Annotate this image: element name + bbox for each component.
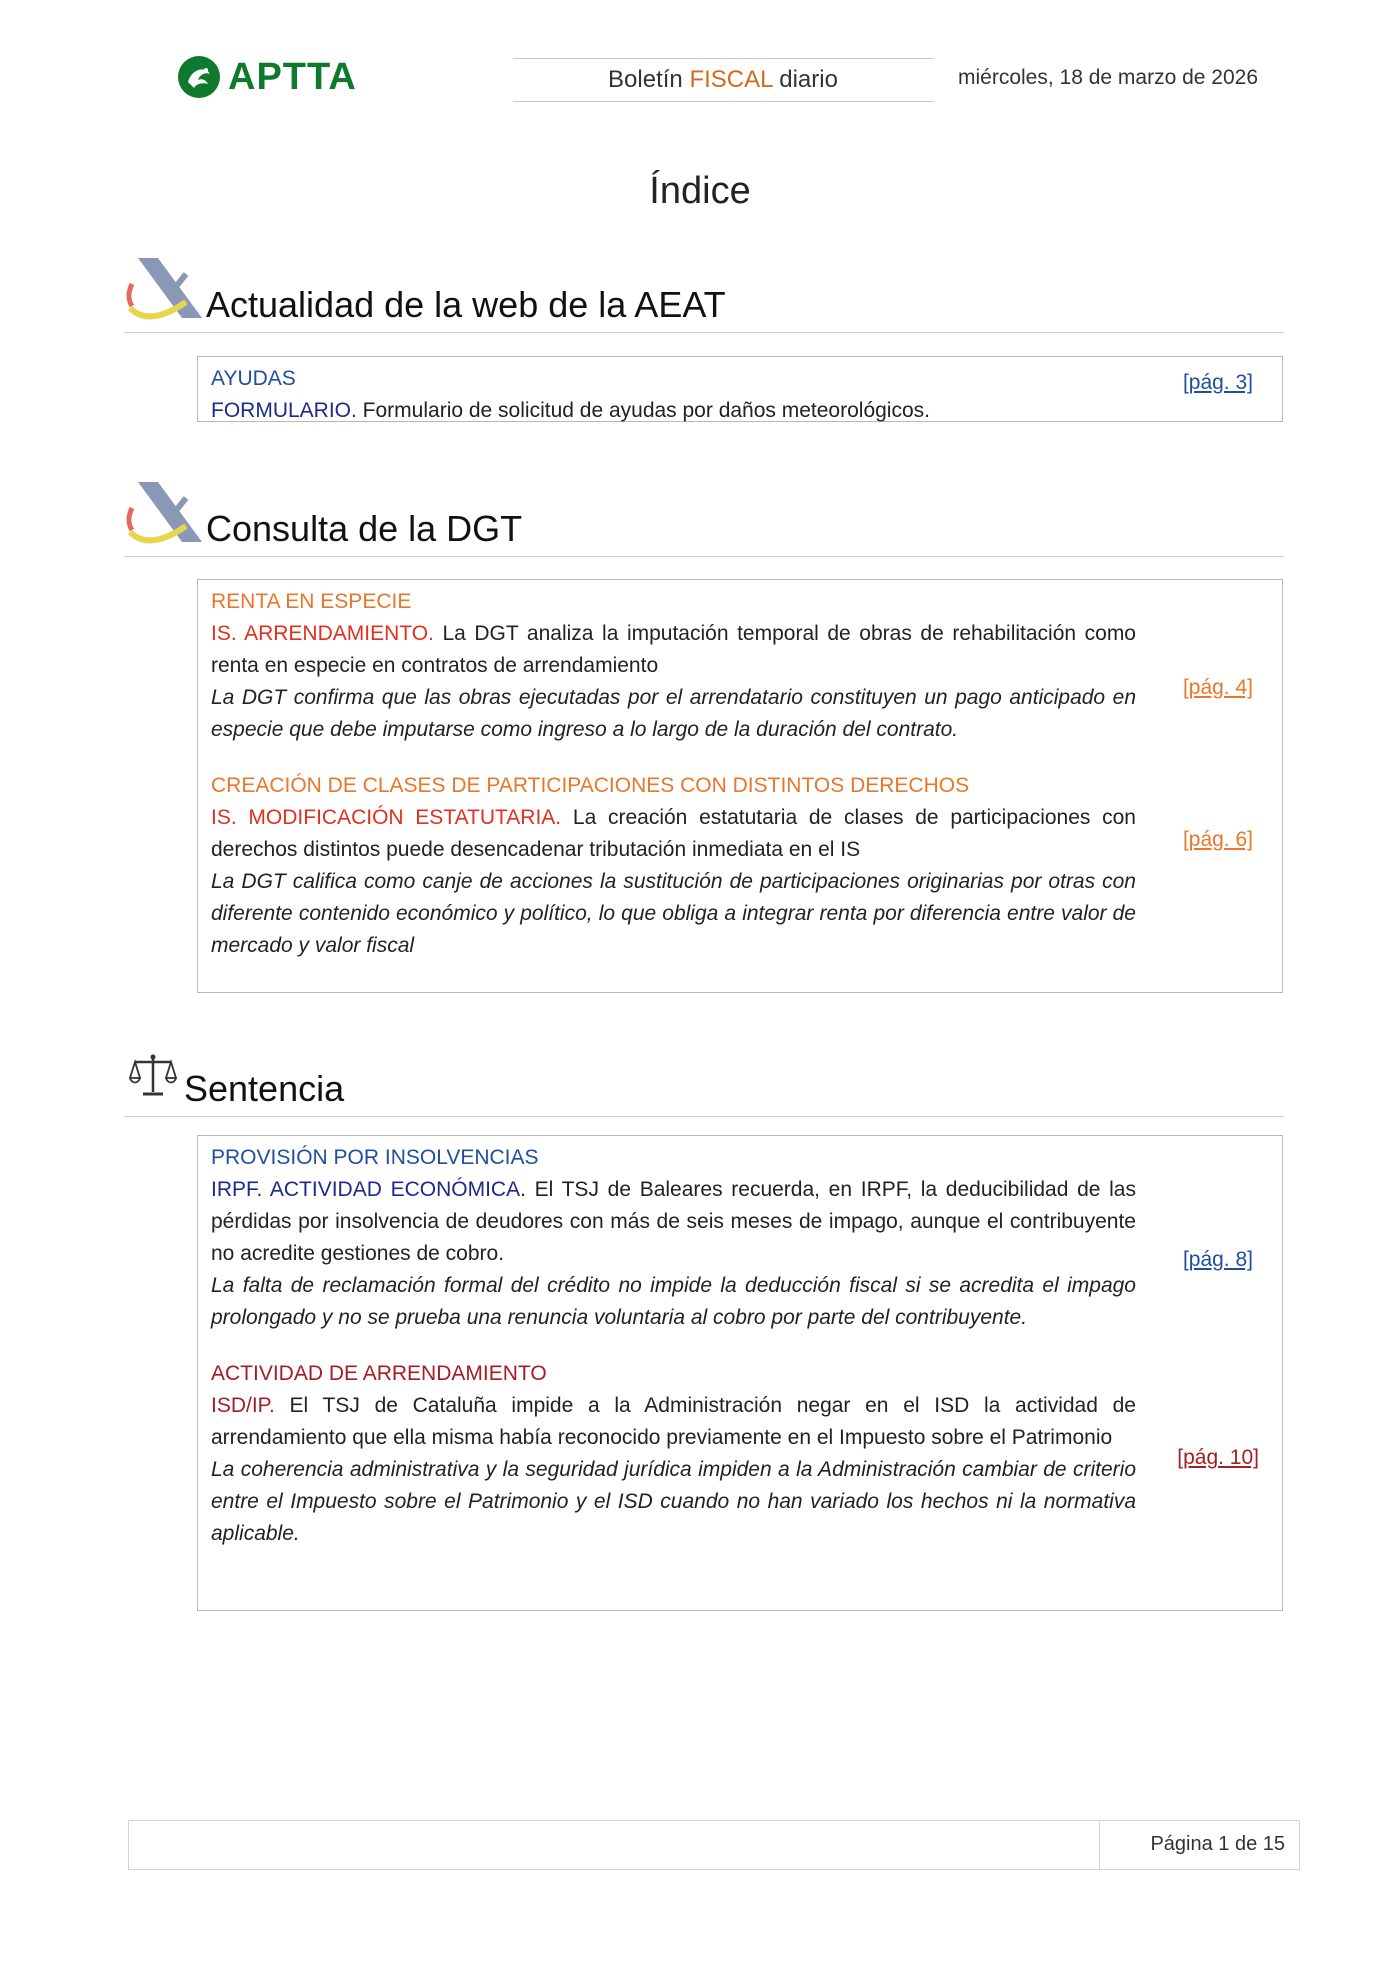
footer-divider <box>1099 1821 1100 1869</box>
item-summary: La creación estatutaria de clases de participaciones con derechos distintos puede desencadenar tributación inmediata en el IS <box>211 806 1136 861</box>
bulletin-prefix: Boletín <box>608 66 690 93</box>
bulletin-suffix: diario <box>772 66 838 93</box>
item-category: CREACIÓN DE CLASES DE PARTICIPACIONES CON DISTINTOS DERECHOS <box>211 774 970 797</box>
section-header-aeat <box>124 250 1284 333</box>
item-category: AYUDAS <box>211 367 296 390</box>
section-title: Actualidad de la web de la AEAT <box>206 284 726 325</box>
page-footer <box>128 1820 1300 1870</box>
item-text <box>211 770 1136 962</box>
section-title: Consulta de la DGT <box>206 508 523 549</box>
item-text <box>211 1142 1136 1334</box>
item-abstract: La DGT confirma que las obras ejecutadas por el arrendatario constituyen un pago anticipado en especie que debe imputarse como ingreso a lo largo de la duración del contrato. <box>211 686 1136 741</box>
index-item <box>198 1136 1282 1334</box>
logo-text: APTTA <box>228 55 357 98</box>
item-lead: ISD/IP. <box>211 1394 275 1417</box>
index-item <box>198 746 1282 962</box>
item-text <box>211 586 1136 746</box>
page-title: Índice <box>649 170 751 212</box>
item-summary: Formulario de solicitud de ayudas por daños meteorológicos. <box>356 399 930 422</box>
aeat-logo-icon <box>124 474 204 552</box>
item-text <box>211 1358 1136 1550</box>
index-item <box>198 580 1282 746</box>
bulletin-accent: FISCAL <box>689 66 773 93</box>
page-number: Página 1 de 15 <box>1150 1833 1285 1855</box>
item-category: RENTA EN ESPECIE <box>211 590 412 613</box>
index-box-dgt <box>197 579 1283 993</box>
item-text <box>211 363 1136 427</box>
aptta-logo-icon <box>176 54 222 100</box>
item-lead: IS. ARRENDAMIENTO. <box>211 622 434 645</box>
aeat-logo-icon <box>124 250 204 328</box>
item-summary: . El TSJ de Baleares recuerda, en IRPF, la deducibilidad de las pérdidas por insolvencia de deudores con más de seis meses de impago, aunque el contribuyente no acredite gestiones de cobro. <box>211 1178 1136 1265</box>
bulletin-date: miércoles, 18 de marzo de 2026 <box>958 66 1258 89</box>
page-header <box>0 0 1400 120</box>
section-title: Sentencia <box>184 1068 345 1109</box>
item-category: ACTIVIDAD DE ARRENDAMIENTO <box>211 1362 547 1385</box>
page-link[interactable]: [pág. 6] <box>1182 828 1253 851</box>
item-lead: IS. MODIFICACIÓN ESTATUTARIA. <box>211 806 562 829</box>
page-link[interactable]: [pág. 3] <box>1182 371 1253 394</box>
index-item <box>198 357 1282 427</box>
bulletin-title <box>513 58 933 102</box>
item-abstract: La falta de reclamación formal del crédito no impide la deducción fiscal si se acredita el impago prolongado y no se prueba una renuncia voluntaria al cobro por parte del contribuyente. <box>211 1274 1136 1329</box>
section-header-sentencia <box>124 1034 1284 1117</box>
index-box-aeat <box>197 356 1283 422</box>
item-category: PROVISIÓN POR INSOLVENCIAS <box>211 1146 539 1169</box>
scales-of-justice-icon <box>129 1052 177 1098</box>
item-lead: IRPF. ACTIVIDAD ECONÓMICA <box>211 1178 521 1201</box>
item-lead: FORMULARIO. <box>211 399 357 422</box>
item-summary: El TSJ de Cataluña impide a la Administración negar en el ISD la actividad de arrendamiento que ella misma había reconocido previamente en el Impuesto sobre el Patrimonio <box>211 1394 1136 1449</box>
index-box-sentencia <box>197 1135 1283 1611</box>
page-link[interactable]: [pág. 8] <box>1182 1248 1253 1271</box>
item-abstract: La DGT califica como canje de acciones la sustitución de participaciones originarias por otras con diferente contenido económico y político, lo que obliga a integrar renta por diferencia entre valor de mercado y valor fiscal <box>211 870 1136 957</box>
item-summary: La DGT analiza la imputación temporal de obras de rehabilitación como renta en especie en contratos de arrendamiento <box>211 622 1136 677</box>
aptta-logo <box>176 54 357 100</box>
page-link[interactable]: [pág. 10] <box>1177 1446 1259 1469</box>
item-abstract: La coherencia administrativa y la seguridad jurídica impiden a la Administración cambiar de criterio entre el Impuesto sobre el Patrimonio y el ISD cuando no han variado los hechos ni la normativa aplicable. <box>211 1458 1136 1545</box>
section-header-dgt <box>124 474 1284 557</box>
page-link[interactable]: [pág. 4] <box>1182 676 1253 699</box>
index-item <box>198 1334 1282 1550</box>
